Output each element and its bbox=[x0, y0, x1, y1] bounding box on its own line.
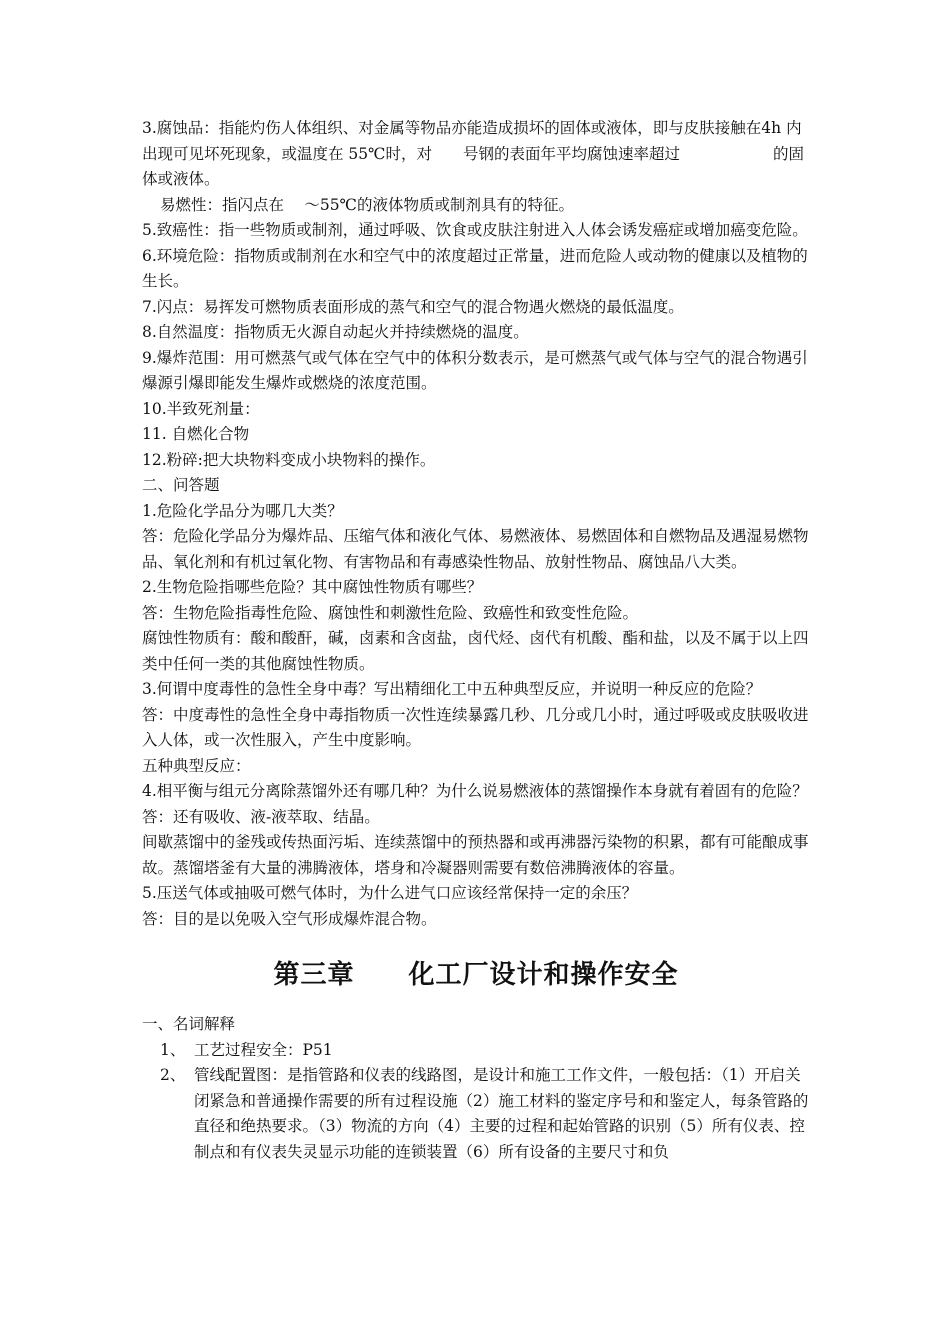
definition-flash-point: 7.闪点：易挥发可燃物质表面形成的蒸气和空气的混合物遇火燃烧的最低温度。 bbox=[142, 297, 684, 316]
answer-3: 答：中度毒性的急性全身中毒指物质一次性连续暴露几秒、几分或几小时，通过呼吸或皮肤吸收进入人体，或一次性服入，产生中度影响。 bbox=[142, 705, 809, 749]
list-item-text: 工艺过程安全：P51 bbox=[194, 1040, 333, 1059]
definition-corrosive: 3.腐蚀品：指能灼伤人体组织、对金属等物品亦能造成损坏的固体或液体，即与皮肤接触在4h 内出现可见坏死现象，或温度在 55℃时，对 号钢的表面年平均腐蚀速率超过 的固体或液体。 bbox=[142, 119, 804, 188]
answer-2: 答：生物危险指毒性危险、腐蚀性和刺激性危险、致癌性和致变性危险。 bbox=[142, 603, 639, 622]
list-item-text: 管线配置图：是指管路和仪表的线路图，是设计和施工工作文件，一般包括：（1）开启关闭紧急和普通操作需要的所有过程设施（2）施工材料的鉴定序号和和鉴定人，每条管路的直径和绝热要求。（3）物流的方向（4）主要的过程和起始管路的识别（5）所有仪表、控制点和有仪表失灵显示功能的连锁装置（6）所有设备的主要尺寸和负 bbox=[194, 1066, 809, 1161]
section-heading-terms: 一、名词解释 bbox=[142, 1015, 236, 1033]
list-item bbox=[142, 1063, 810, 1165]
definition-autoignition-temperature: 8.自然温度：指物质无火源自动起火并持续燃烧的温度。 bbox=[142, 323, 529, 341]
question-3: 3.何谓中度毒性的急性全身中毒？写出精细化工中五种典型反应，并说明一种反应的危险？ bbox=[142, 680, 762, 698]
definition-pyrophoric: 11. 自燃化合物 bbox=[142, 425, 250, 443]
section-heading-qa: 二、问答题 bbox=[142, 476, 220, 494]
chapter-title: 第三章 化工厂设计和操作安全 bbox=[273, 960, 679, 990]
definition-explosive-range: 9.爆炸范围：用可燃蒸气或气体在空气中的体积分数表示，是可燃蒸气或气体与空气的混合物遇引爆源引爆即能发生爆炸或燃烧的浓度范围。 bbox=[142, 348, 808, 392]
question-5: 5.压送气体或抽吸可燃气体时，为什么进气口应该经常保持一定的余压？ bbox=[142, 884, 638, 902]
list-item-number: 2、 bbox=[160, 1066, 186, 1084]
definition-crushing: 12.粉碎:把大块物料变成小块物料的操作。 bbox=[142, 450, 436, 469]
answer-4: 答：还有吸收、液-液萃取、结晶。 bbox=[142, 807, 380, 826]
list-item bbox=[142, 1038, 810, 1064]
answer-1: 答：危险化学品分为爆炸品、压缩气体和液化气体、易燃液体、易燃固体和自燃物品及遇湿易燃物品、氧化剂和有机过氧化物、有害物品和有毒感染性物品、放射性物品、腐蚀品八大类。 bbox=[142, 527, 809, 571]
question-4: 4.相平衡与组元分离除蒸馏外还有哪几种？为什么说易燃液体的蒸馏操作本身就有着固有的危险？ bbox=[142, 782, 808, 800]
answer-5: 答：目的是以免吸入空气形成爆炸混合物。 bbox=[142, 909, 437, 928]
definition-carcinogenicity: 5.致癌性：指一些物质或制剂，通过呼吸、饮食或皮肤注射进入人体会诱发癌症或增加癌变危险。 bbox=[142, 221, 808, 239]
question-2: 2.生物危险指哪些危险？其中腐蚀性物质有哪些？ bbox=[142, 578, 483, 596]
definition-ld50: 10.半致死剂量： bbox=[142, 399, 260, 418]
answer-4-detail: 间歇蒸馏中的釜残或传热面污垢、连续蒸馏中的预热器和或再沸器污染物的积累，都有可能酿成事故。蒸馏塔釜有大量的沸腾液体，塔身和冷凝器则需要有数倍沸腾液体的容量。 bbox=[142, 833, 809, 877]
definition-environmental-hazard: 6.环境危险：指物质或制剂在水和空气中的浓度超过正常量，进而危险人或动物的健康以及植物的生长。 bbox=[142, 246, 808, 290]
answer-3-reactions: 五种典型反应： bbox=[142, 756, 251, 775]
definition-flammability: 易燃性：指闪点在 ～55℃的液体物质或制剂具有的特征。 bbox=[160, 195, 574, 214]
answer-2-corrosives: 腐蚀性物质有：酸和酸酐，碱，卤素和含卤盐，卤代烃、卤代有机酸、酯和盐，以及不属于以上四类中任何一类的其他腐蚀性物质。 bbox=[142, 629, 809, 673]
document-body bbox=[142, 116, 810, 1165]
question-1: 1.危险化学品分为哪几大类？ bbox=[142, 501, 343, 520]
list-item-number: 1、 bbox=[160, 1040, 186, 1059]
